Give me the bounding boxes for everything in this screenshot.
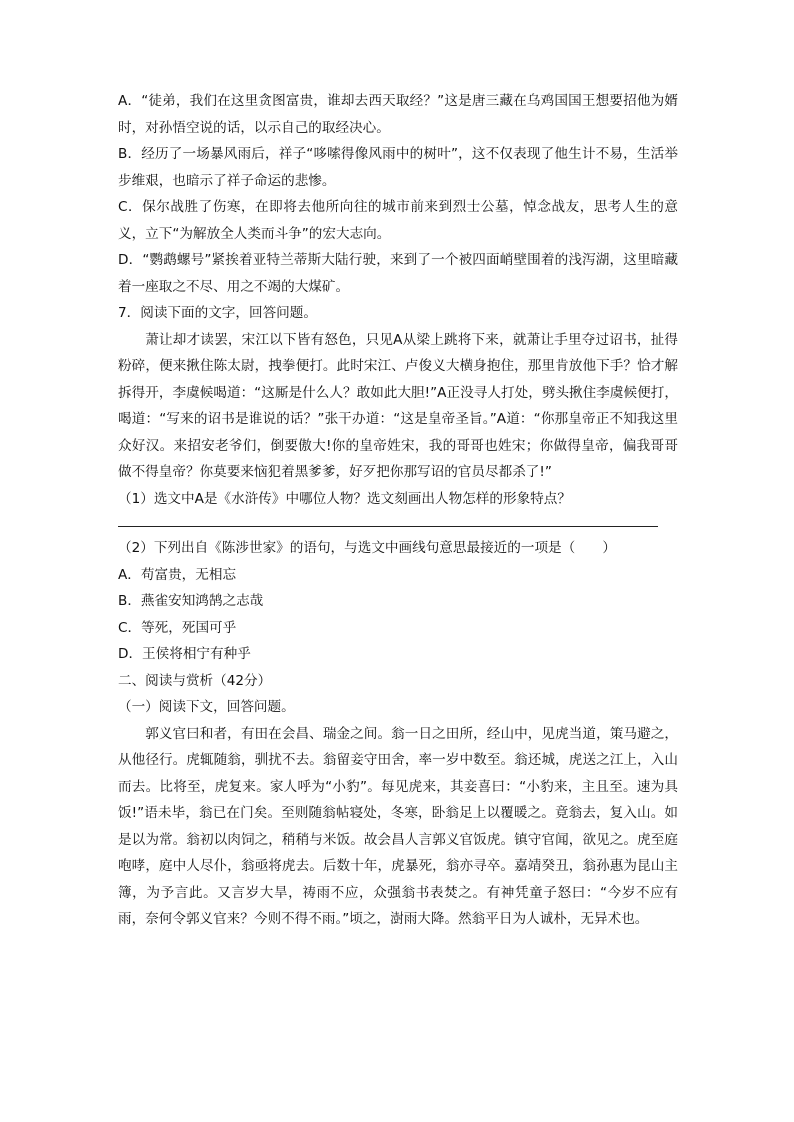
option-b: B．经历了一场暴风雨后，祥子“哆嗦得像风雨中的树叶”，这不仅表现了他生计不易，生活举步维艰，也暗示了祥子命运的悲惨。 — [118, 146, 678, 189]
question-7-passage: 萧让却才读罢，宋江以下皆有怒色，只见A从梁上跳将下来，就萧让手里夺过诏书，扯得粉碎，便来揪住陈太尉，拽拳便打。此时宋江、卢俊义大横身抱住，那里肯放他下手？恰才解拆得开，李虞候喝道：“这厮是什么人？敢如此大胆!”A正没寻人打处，劈头揪住李虞候便打，喝道：“写来的诏书是谁说的话？”张干办道：“这是皇帝圣旨。”A道：“你那皇帝正不知我这里众好汉。来招安老爷们，倒要傲大!你的皇帝姓宋，我的哥哥也姓宋；你做得皇帝，偏我哥哥做不得皇帝？你莫要来恼犯着黑爹爹，好歹把你那写诏的官员尽都杀了!” — [118, 331, 678, 480]
section-2-part1-title: （一）阅读下文，回答问题。 — [118, 699, 295, 715]
question-7-stem: 7．阅读下面的文字，回答问题。 — [118, 305, 317, 321]
classical-passage: 郭义官曰和者，有田在会昌、瑞金之间。翁一日之田所，经山中，见虎当道，策马避之，从他径行。虎辄随翁，驯扰不去。翁留妾守田舍，率一岁中数至。翁还城，虎送之江上，入山而去。比将至，虎复来。家人呼为“小豹”。每见虎来，其妾喜曰：“小豹来，主且至。速为具饭!”语未毕，翁已在门矣。至则随翁帖寝处，冬寒，卧翁足上以覆暖之。竟翁去，复入山。如是以为常。翁初以肉饲之，稍稍与米饭。故会昌人言郭义官饭虎。镇守官闻，欲见之。虎至庭咆哮，庭中人尽仆，翁亟将虎去。后数十年，虎暴死，翁亦寻卒。嘉靖癸丑，翁孙惠为昆山主簿，为予言此。又言岁大旱，祷雨不应，众强翁书表焚之。有神凭童子怒曰：“今岁不应有雨，奈何令郭义官来？今则不得不雨。”顷之，澍雨大降。然翁平日为人诚朴，无异术也。 — [118, 725, 678, 927]
sub2-option-a: A．苟富贵，无相忘 — [118, 566, 237, 583]
option-c: C．保尔战胜了伤寒，在即将去他所向往的城市前来到烈士公墓，悼念战友，思考人生的意义，立下“为解放全人类而斗争”的宏大志向。 — [118, 199, 678, 242]
sub2-option-c: C．等死，死国可乎 — [118, 619, 237, 636]
option-d: D．“鹦鹉螺号”紧挨着亚特兰蒂斯大陆行驶，来到了一个被四面峭壁围着的浅泻湖，这里暗藏着一座取之不尽、用之不竭的大煤矿。 — [118, 252, 678, 295]
document-page — [118, 88, 678, 933]
question-7-sub2: （2）下列出自《陈涉世家》的语句，与选文中画线句意思最接近的一项是（ ） — [118, 540, 617, 556]
sub2-option-b: B．燕雀安知鸿鹄之志哉 — [118, 593, 264, 609]
sub2-option-d: D．王侯将相宁有种乎 — [118, 646, 251, 662]
option-a: A．“徒弟，我们在这里贪图富贵，谁却去西天取经？”这是唐三藏在乌鸡国国王想要招他为婿时，对孙悟空说的话，以示自己的取经决心。 — [118, 93, 678, 136]
section-2-title: 二、阅读与赏析（42分） — [118, 672, 272, 689]
question-7-sub1: （1）选文中A是《水浒传》中哪位人物？选文刻画出人物怎样的形象特点？ — [118, 490, 571, 507]
answer-line[interactable] — [118, 526, 658, 527]
